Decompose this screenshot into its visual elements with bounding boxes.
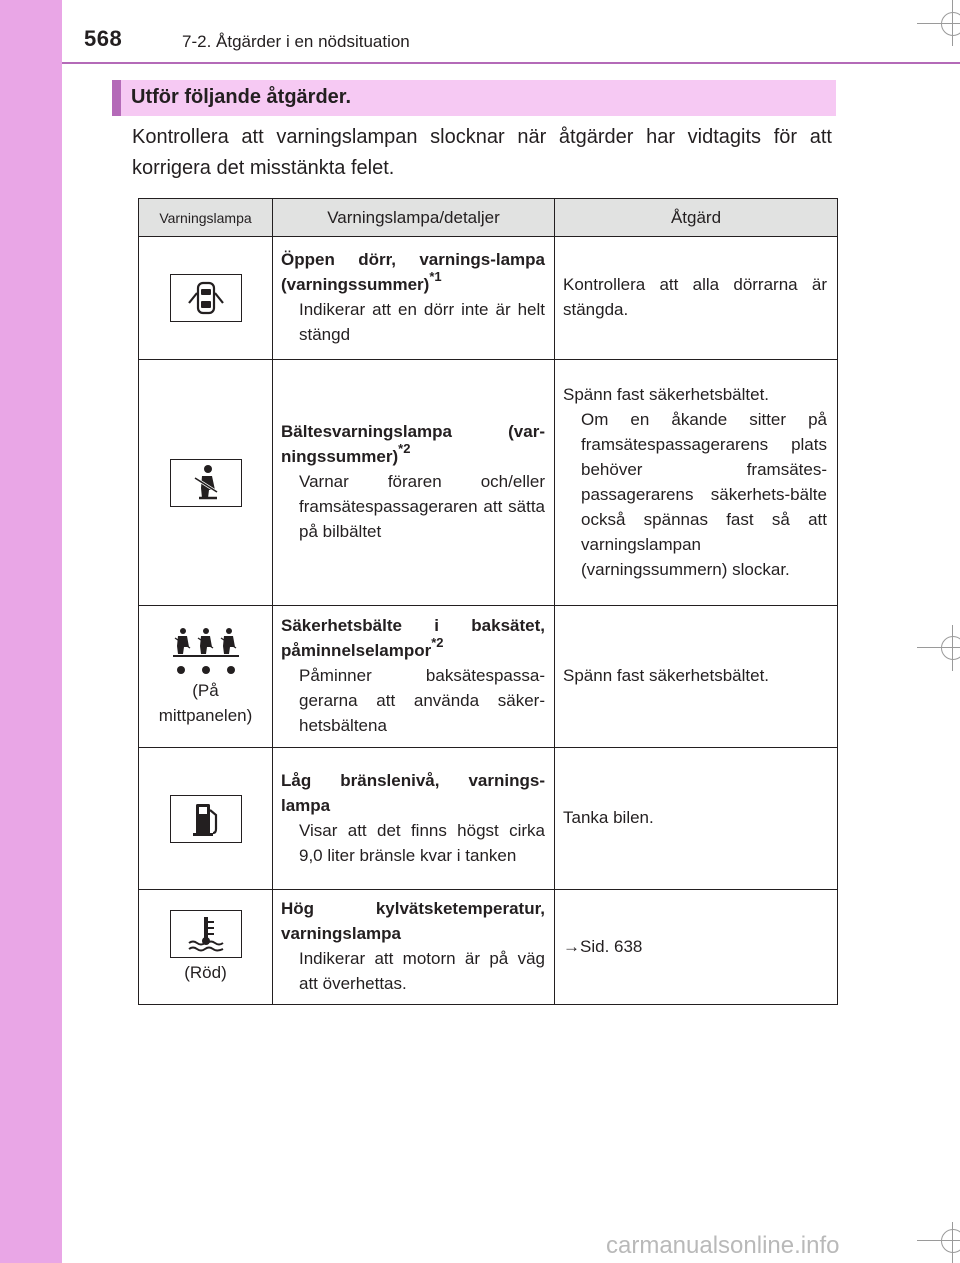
footnote-ref: *1 — [429, 269, 442, 284]
page-side-band — [0, 0, 62, 1263]
registration-mark-top — [917, 0, 960, 46]
page-reference-link[interactable]: →Sid. 638 — [563, 936, 643, 956]
details-cell — [273, 606, 555, 748]
lamp-title: Säkerhetsbälte i baksätet, påminnelselampor$^{*2}$ — [281, 616, 545, 660]
details-cell — [273, 890, 555, 1005]
action-text: Tanka bilen. — [563, 808, 654, 827]
lamp-cell — [139, 748, 273, 890]
lamp-description: Varnar föraren och/eller framsätespassageraren att sätta på bilbältet — [299, 472, 545, 541]
column-header-action: Åtgärd — [555, 199, 838, 237]
lamp-cell — [139, 606, 273, 748]
section-heading-box — [112, 80, 836, 116]
door-open-icon — [170, 274, 242, 322]
table-header-row — [139, 199, 838, 237]
lamp-title: Hög kylvätsketemperatur, varningslampa — [281, 899, 545, 943]
lamp-title: Öppen dörr, varnings-lampa (varningssummer)$^{*1}$ — [281, 250, 545, 294]
warning-lights-table — [138, 198, 838, 1005]
lamp-cell — [139, 890, 273, 1005]
lamp-caption: (Röd) — [184, 962, 227, 982]
column-header-details: Varningslampa/detaljer — [273, 199, 555, 237]
registration-mark-middle — [917, 625, 960, 671]
lamp-caption: (På mittpanelen) — [158, 680, 253, 725]
action-cell — [555, 606, 838, 748]
table-row — [139, 890, 838, 1005]
rear-seatbelt-reminder-icon — [170, 626, 242, 678]
lamp-description: Påminner baksätespassa-gerarna att använda säker-hetsbältena — [299, 666, 545, 735]
details-cell — [273, 748, 555, 890]
chapter-title: 7-2. Åtgärder i en nödsituation — [182, 32, 410, 51]
table-row — [139, 606, 838, 748]
lamp-description: Visar att det finns högst cirka 9,0 liter bränsle kvar i tanken — [299, 820, 545, 865]
action-cell — [555, 748, 838, 890]
lamp-title: Bältesvarningslampa (var-ningssummer)$^{*2}$ — [281, 422, 545, 466]
action-description: Om en åkande sitter på framsätespassagerarens plats behöver framsätes-passagerarens säkerhets-bälte också spännas fast så att varningslampan (varningssummern) slockar. — [581, 409, 827, 579]
table-row — [139, 360, 838, 606]
seatbelt-icon — [170, 459, 242, 507]
action-cell — [555, 890, 838, 1005]
action-text: Kontrollera att alla dörrarna är stängda. — [563, 275, 827, 319]
action-cell — [555, 237, 838, 360]
details-cell — [273, 360, 555, 606]
lamp-title: Låg bränslenivå, varnings-lampa — [281, 770, 545, 815]
registration-mark-bottom — [917, 1222, 960, 1263]
coolant-temperature-icon — [170, 910, 242, 958]
intro-paragraph: Kontrollera att varningslampan slocknar när åtgärder har vidtagits för att korrigera det misstänkta felet. — [132, 126, 832, 179]
lamp-cell — [139, 360, 273, 606]
lamp-cell — [139, 237, 273, 360]
action-text: Spänn fast säkerhetsbältet. — [563, 666, 770, 685]
lamp-description: Indikerar att en dörr inte är helt stängd — [299, 300, 545, 344]
watermark: carmanualsonline.info — [606, 1232, 840, 1259]
fuel-pump-icon — [170, 795, 242, 843]
action-cell — [555, 360, 838, 606]
details-cell — [273, 237, 555, 360]
table-row — [139, 748, 838, 890]
table-row — [139, 237, 838, 360]
column-header-lamp: Varningslampa — [139, 199, 273, 237]
header-rule — [62, 62, 960, 64]
lamp-description: Indikerar att motorn är på väg att överhettas. — [299, 949, 545, 993]
page-number: 568 — [84, 26, 123, 51]
footnote-ref: *2 — [431, 635, 444, 650]
footnote-ref: *2 — [398, 441, 411, 456]
section-heading: Utför följande åtgärder. — [131, 86, 352, 108]
action-text: Spänn fast säkerhetsbältet. — [563, 384, 770, 404]
